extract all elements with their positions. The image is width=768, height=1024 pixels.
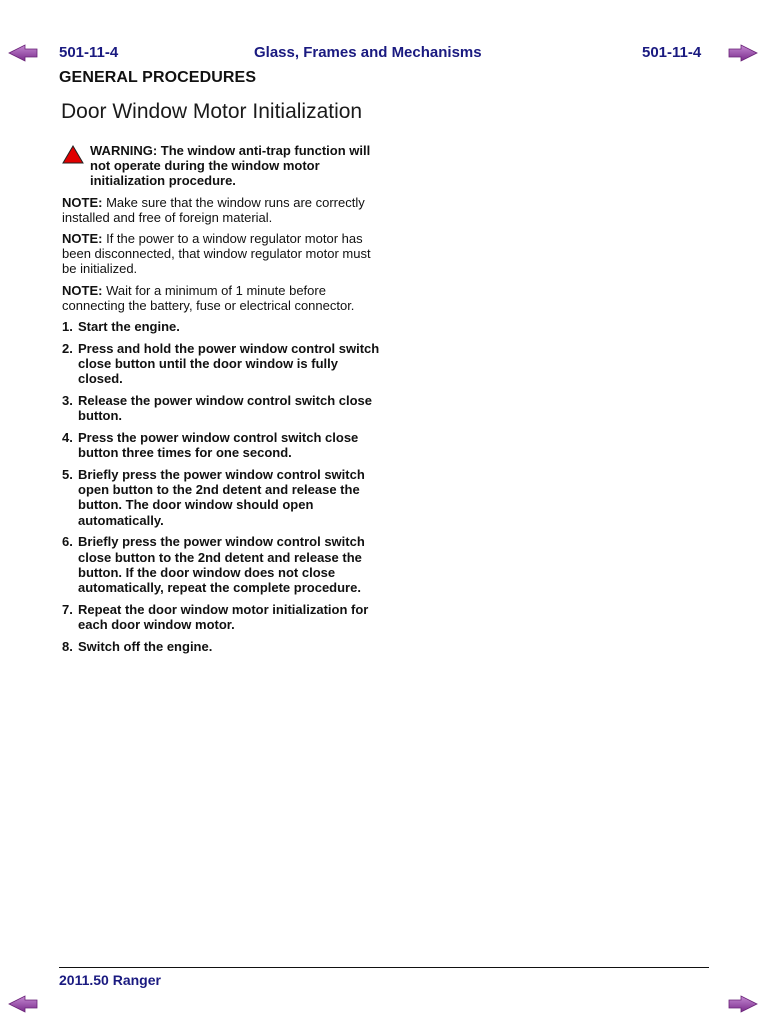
- procedure-steps: [62, 319, 380, 654]
- step-item: [62, 430, 380, 460]
- warning-triangle-icon: [62, 145, 84, 164]
- step-text: Switch off the engine.: [78, 638, 213, 654]
- note-label: NOTE:: [62, 282, 103, 298]
- previous-page-arrow-icon[interactable]: [8, 995, 38, 1013]
- note-1: [62, 195, 380, 225]
- header-title: Glass, Frames and Mechanisms: [254, 44, 482, 61]
- step-text: Start the engine.: [78, 319, 180, 335]
- step-number: 8.: [62, 638, 73, 654]
- step-text: Release the power window control switch close button.: [78, 393, 373, 424]
- note-2: [62, 231, 380, 277]
- step-text: Briefly press the power window control switch open button to the 2nd detent and release the button. The door window should open automatically.: [78, 467, 365, 528]
- step-item: [62, 467, 380, 528]
- step-item: [62, 602, 380, 632]
- warning-text: WARNING: The window anti-trap function will not operate during the window motor initialization procedure.: [90, 143, 371, 189]
- step-item: [62, 319, 380, 334]
- procedure-body: [62, 143, 380, 661]
- note-3: [62, 283, 380, 313]
- step-text: Repeat the door window motor initialization for each door window motor.: [78, 601, 369, 633]
- next-page-arrow-icon[interactable]: [728, 44, 758, 62]
- step-text: Briefly press the power window control switch close button to the 2nd detent and release the button. If the door window does not close automatically, repeat the complete procedure.: [78, 534, 365, 596]
- step-item: [62, 393, 380, 423]
- note-text: Make sure that the window runs are correctly installed and free of foreign material.: [62, 194, 365, 225]
- next-page-arrow-icon[interactable]: [728, 995, 758, 1013]
- note-label: NOTE:: [62, 194, 103, 210]
- step-item: [62, 341, 380, 387]
- header-page-number-right: 501-11-4: [642, 44, 702, 61]
- header-page-number-left: 501-11-4: [59, 44, 119, 61]
- step-number: 6.: [62, 534, 73, 550]
- step-number: 7.: [62, 601, 73, 617]
- page-title: Door Window Motor Initialization: [61, 100, 363, 123]
- step-item: [62, 534, 380, 595]
- step-number: 2.: [62, 340, 73, 356]
- footer-divider: [59, 967, 709, 968]
- step-number: 5.: [62, 467, 73, 483]
- footer-model-label: 2011.50 Ranger: [59, 972, 161, 988]
- previous-page-arrow-icon[interactable]: [8, 44, 38, 62]
- section-label: GENERAL PROCEDURES: [59, 69, 257, 86]
- step-text: Press the power window control switch close button three times for one second.: [78, 430, 359, 461]
- note-text: If the power to a window regulator motor has been disconnected, that window regulator motor must be initialized.: [62, 231, 371, 277]
- note-text: Wait for a minimum of 1 minute before connecting the battery, fuse or electrical connector.: [62, 282, 355, 313]
- note-label: NOTE:: [62, 231, 103, 247]
- step-number: 4.: [62, 430, 73, 446]
- step-item: [62, 639, 380, 654]
- warning-block: [62, 143, 380, 189]
- step-text: Press and hold the power window control switch close button until the door window is fully closed.: [78, 340, 380, 387]
- step-number: 1.: [62, 319, 73, 335]
- step-number: 3.: [62, 393, 73, 409]
